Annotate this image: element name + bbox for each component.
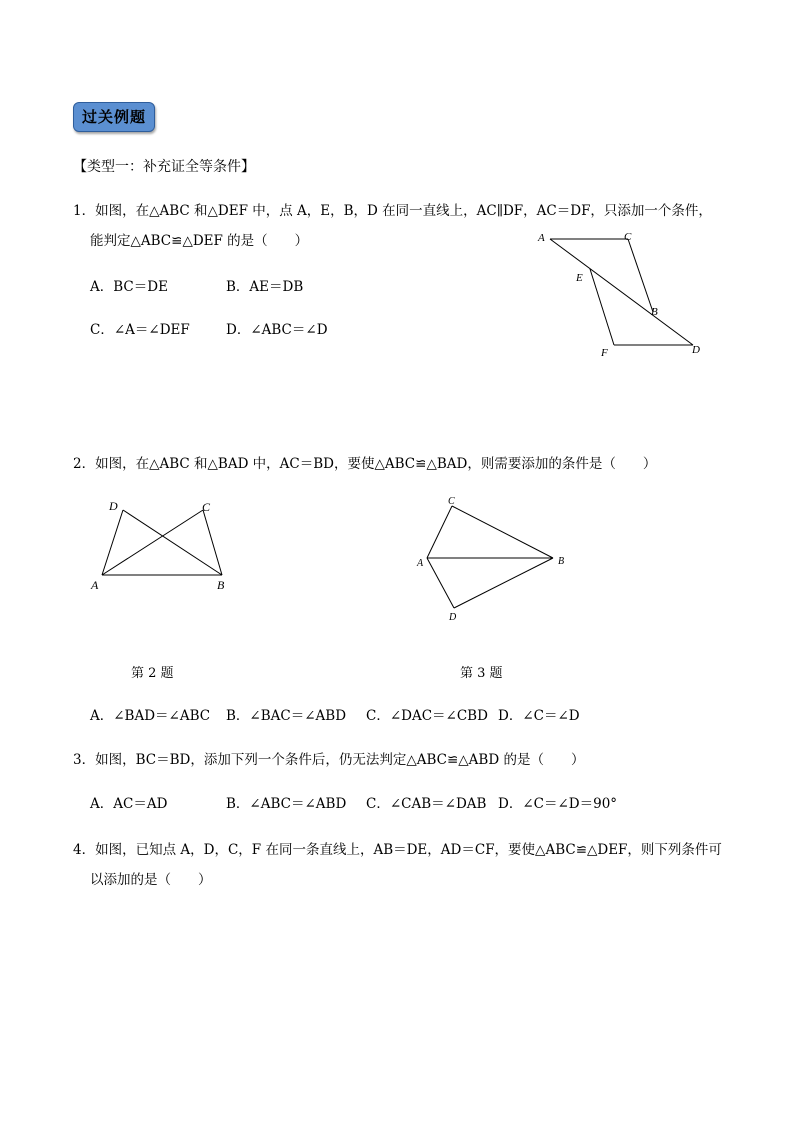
q1-stem-line1: 1．如图，在△ABC 和△DEF 中，点 A，E，B，D 在同一直线上，AC∥DF，AC＝DF，只添加一个条件，: [73, 203, 712, 219]
fig2-label-b: B: [217, 578, 225, 592]
segment-ad: [102, 510, 123, 575]
q3-option-b: B．∠ABC＝∠ABD: [226, 796, 347, 812]
fig2-label-d: D: [109, 499, 118, 513]
q4-stem-line2: 以添加的是（ ）: [90, 872, 212, 888]
q4-stem-line1: 4．如图，已知点 A，D，C，F 在同一条直线上，AB＝DE，AD＝CF，要使△ABC≌△DEF，则下列条件可: [73, 842, 722, 858]
q1-option-c: C．∠A＝∠DEF: [90, 322, 190, 338]
q1-stem-line2: 能判定△ABC≌△DEF 的是（ ）: [90, 233, 309, 249]
q2-stem: 2．如图，在△ABC 和△BAD 中，AC＝BD，要使△ABC≌△BAD，则需要添加的条件是（ ）: [73, 456, 657, 472]
segment-cb: [452, 506, 553, 558]
fig2-label-a: A: [91, 578, 99, 592]
fig1-label-a: A: [538, 232, 545, 244]
fig3-label-b: B: [558, 556, 565, 567]
segment-cb: [628, 239, 653, 312]
q2-figure: [85, 495, 245, 595]
segment-db: [454, 558, 553, 608]
fig3-label-d: D: [449, 612, 457, 623]
q3-figure-caption: 第 3 题: [460, 666, 503, 681]
q1-figure: [530, 225, 710, 365]
fig3-label-a: A: [417, 558, 424, 569]
section-title: 【类型一：补充证全等条件】: [73, 159, 255, 175]
q3-option-c: C．∠CAB＝∠DAB: [366, 796, 487, 812]
segment-ef: [590, 269, 614, 345]
fig1-label-b: B: [651, 306, 658, 318]
q3-figure: [410, 490, 585, 630]
q2-option-b: B．∠BAC＝∠ABD: [226, 708, 347, 724]
q1-option-a: A．BC＝DE: [90, 279, 168, 295]
q2-figure-caption: 第 2 题: [131, 666, 174, 681]
q3-stem: 3．如图，BC＝BD，添加下列一个条件后，仍无法判定△ABC≌△ABD 的是（ ）: [73, 752, 585, 768]
segment-ac: [102, 510, 203, 575]
q2-option-a: A．∠BAD＝∠ABC: [90, 708, 211, 724]
fig1-label-e: E: [576, 272, 583, 284]
q3-option-a: A．AC＝AD: [90, 796, 168, 812]
fig1-label-f: F: [601, 347, 608, 359]
q1-option-d: D．∠ABC＝∠D: [226, 322, 328, 338]
fig1-label-d: D: [692, 344, 700, 356]
segment-bc: [203, 510, 222, 575]
fig1-label-c: C: [624, 231, 632, 243]
q2-option-c: C．∠DAC＝∠CBD: [366, 708, 488, 724]
section-badge: 过关例题: [73, 102, 155, 132]
segment-ad: [550, 239, 693, 345]
q2-option-d: D．∠C＝∠D: [498, 708, 580, 724]
fig3-label-c: C: [448, 496, 455, 507]
fig2-label-c: C: [202, 500, 211, 514]
q1-option-b: B．AE＝DB: [226, 279, 304, 295]
segment-bd: [123, 510, 222, 575]
segment-ad: [427, 558, 454, 608]
q3-option-d: D．∠C＝∠D＝90°: [498, 796, 618, 812]
segment-ac: [427, 506, 452, 558]
